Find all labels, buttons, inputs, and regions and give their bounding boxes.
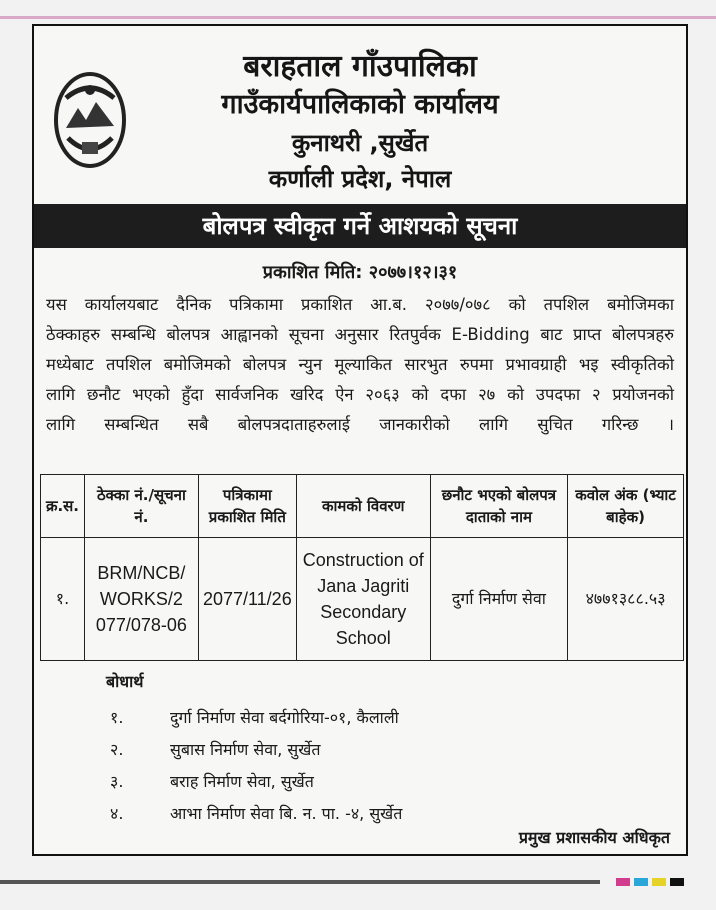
- cc-text: सुबास निर्माण सेवा, सुर्खेत: [170, 740, 321, 759]
- notice-paragraph: [46, 290, 674, 440]
- bottom-rule: [0, 880, 600, 884]
- bid-table: [40, 474, 684, 661]
- office-province: कर्णाली प्रदेश, नेपाल: [268, 165, 452, 193]
- col-serial: क्र.स.: [41, 475, 85, 538]
- yellow-mark: [652, 878, 666, 886]
- cell-serial: १.: [41, 538, 85, 661]
- cc-item: [110, 706, 399, 728]
- cell-bid-amount: ४७७१३८८.५३: [568, 538, 684, 661]
- table-header-row: [41, 475, 684, 538]
- cc-item: [110, 802, 402, 824]
- cell-publish-date: 2077/11/26: [198, 538, 296, 661]
- paragraph-line: ठेक्काहरु सम्बन्धि बोलपत्र आह्वानको सूचना अनुसार रितपुर्वक E-Bidding बाट प्राप्त बोलपत्रहरु: [46, 325, 674, 344]
- paragraph-line: लागि छनौट भएको हुँदा सार्वजनिक खरिद ऐन २०६३ को दफा २७ को उपदफा २ प्रयोजनको: [46, 385, 674, 404]
- office-name: बराहताल गाँउपालिका: [243, 49, 477, 84]
- cc-number: ३.: [110, 772, 124, 791]
- cc-text: आभा निर्माण सेवा बि. न. पा. -४, सुर्खेत: [170, 804, 403, 823]
- col-contract-no: ठेक्का नं./सूचना नं.: [84, 475, 198, 538]
- cc-text: बराह निर्माण सेवा, सुर्खेत: [170, 772, 314, 791]
- cell-contract-no: BRM/NCB/ WORKS/2 077/078-06: [84, 538, 198, 661]
- cell-work-description: Construction of Jana Jagriti Secondary School: [296, 538, 430, 661]
- office-subtitle: गाउँकार्यपालिकाको कार्यालय: [221, 89, 499, 120]
- signatory-title: प्रमुख प्रशासकीय अधिकृत: [518, 828, 670, 847]
- cc-title: बोधार्थ: [106, 672, 144, 691]
- cc-number: १.: [110, 708, 124, 727]
- col-bid-amount: कवोल अंक (भ्याट बाहेक): [568, 475, 684, 538]
- cc-number: २.: [110, 740, 124, 759]
- paragraph-line: लागि सम्बन्धित सबै बोलपत्रदाताहरुलाई जानकारीको लागि सुचित गरिन्छ ।: [46, 415, 674, 434]
- magenta-mark: [616, 878, 630, 886]
- cyan-mark: [634, 878, 648, 886]
- cc-item: [110, 770, 314, 792]
- office-location: कुनाथरी ,सुर्खेत: [291, 129, 429, 157]
- col-work-description: कामको विवरण: [296, 475, 430, 538]
- cc-item: [110, 738, 320, 760]
- cc-text: दुर्गा निर्माण सेवा बर्दगोरिया-०१, कैलाली: [170, 708, 399, 727]
- paragraph-line: मध्येबाट तपशिल बमोजिमको बोलपत्र न्युन मूल्याकित सारभुत रुपमा प्रभावग्राही भइ स्वीकृतिको: [46, 355, 674, 374]
- black-mark: [670, 878, 684, 886]
- col-bidder-name: छनौट भएको बोलपत्र दाताको नाम: [430, 475, 567, 538]
- paragraph-line: यस कार्यालयबाट दैनिक पत्रिकामा प्रकाशित आ.ब. २०७७/०७८ को तपशिल बमोजिमका: [46, 295, 674, 314]
- cell-bidder-name: दुर्गा निर्माण सेवा: [430, 538, 567, 661]
- print-color-marks: [616, 878, 684, 886]
- table-row: [41, 538, 684, 661]
- col-publish-date: पत्रिकामा प्रकाशित मिति: [198, 475, 296, 538]
- top-rule: [0, 16, 716, 19]
- notice-title-banner: बोलपत्र स्वीकृत गर्ने आशयको सूचना: [34, 204, 686, 248]
- public-notice: [32, 24, 688, 856]
- notice-header: [34, 26, 686, 202]
- publish-date: प्रकाशित मिति: २०७७।१२।३१: [262, 262, 458, 283]
- cc-number: ४.: [110, 804, 124, 823]
